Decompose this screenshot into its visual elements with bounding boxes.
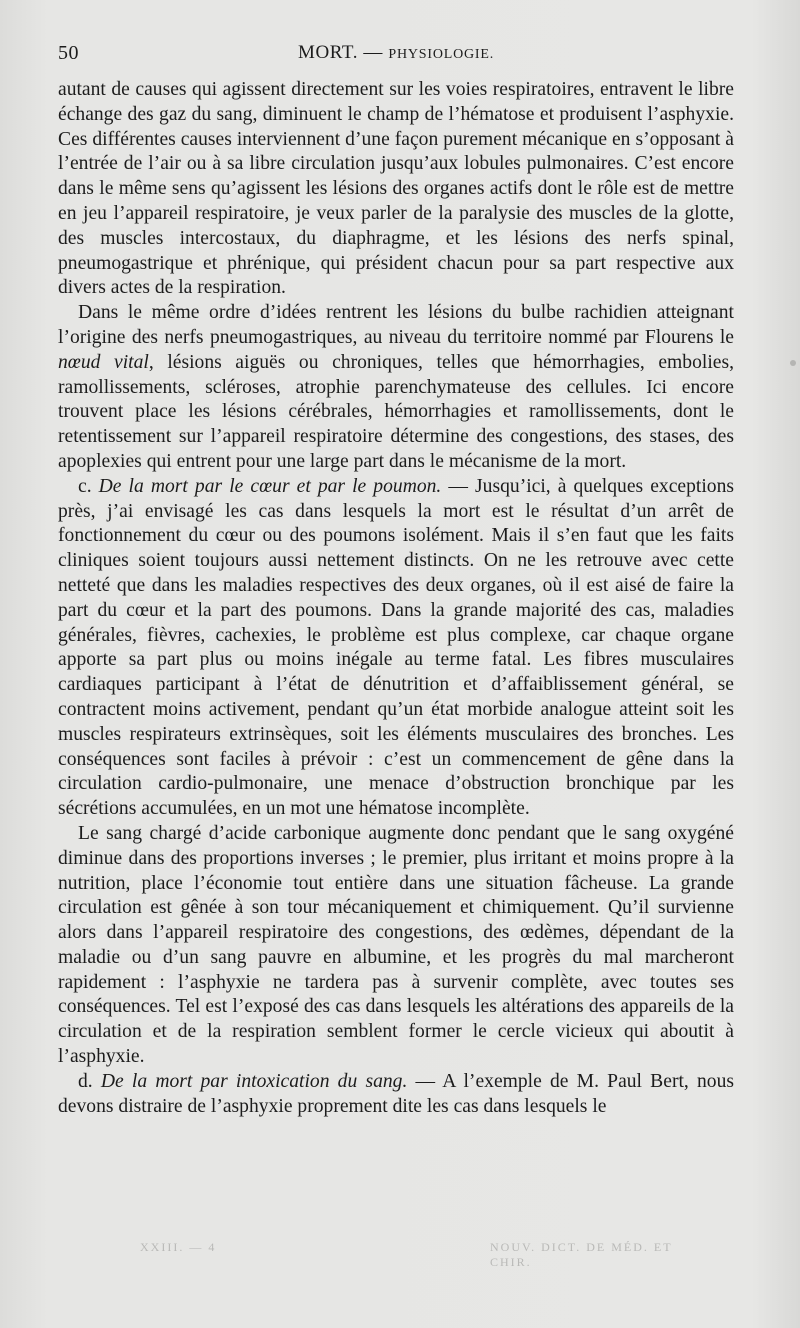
text-run: c.: [78, 475, 99, 497]
page-number: 50: [58, 42, 79, 64]
body-text: [58, 78, 734, 1119]
page-footer: [110, 1240, 710, 1269]
paragraph-p3: [58, 475, 734, 822]
page-header: [58, 42, 734, 70]
running-title: [58, 42, 734, 64]
margin-speck: [790, 360, 796, 366]
text-run: d.: [78, 1070, 101, 1092]
text-run: , lésions aiguës ou chroniques, telles que hémorrhagies, embolies, ramollissements, scléroses, atrophie parenchymateuse des cellules. Ici encore trouvent place les lésions cérébrales, hémorrhagies et ramollissements, dont le retentissement sur l’appareil respiratoire détermine des congestions, des stases, des apoplexies qui entrent pour une large part dans le mécanisme de la mort.: [58, 351, 734, 472]
text-run: — A l’exemple de M. Paul Bert, nous devons distraire de l’asphyxie proprement dite les cas dans lesquels le: [58, 1070, 735, 1117]
paragraph-p4: [58, 822, 734, 1070]
publication-title: NOUV. DICT. DE MÉD. ET CHIR.: [490, 1240, 673, 1269]
paragraph-p1: [58, 78, 734, 301]
italic-text: De la mort par intoxication du sang.: [100, 1070, 408, 1092]
text-run: autant de causes qui agissent directement sur les voies respiratoires, entravent le libre échange des gaz du sang, diminuent le champ de l’hématose et produisent l’asphyxie. Ces différentes causes interviennent d’une façon purement mécanique en s’opposant à l’entrée de l’air ou à sa libre circulation jusqu’aux lobules pulmonaires. C’est encore dans le même sens qu’agissent les lésions des organes actifs dont le rôle est de mettre en jeu l’appareil respiratoire, je veux parler de la paralysie des muscles de la glotte, des muscles intercostaux, du diaphragme, et les lésions des nerfs spinal, pneumogastrique et phrénique, qui président chacun pour sa part respective aux divers actes de la respiration.: [58, 79, 734, 299]
signature-mark: XXIII. — 4: [140, 1240, 217, 1254]
text-run: Le sang chargé d’acide carbonique augmente donc pendant que le sang oxygéné diminue dans des proportions inverses ; le premier, plus irritant et moins propre à la nutrition, place l’économie tout entière dans une situation fâcheuse. La grande circulation est gênée à son tour mécaniquement et chimiquement. Qu’il survienne alors dans l’appareil respiratoire des congestions, des œdèmes, dépendant de la maladie ou d’un sang pauvre en albumine, et les progrès du mal marcheront rapidement : l’asphyxie ne tardera pas à survenir complète, avec toutes ses conséquences. Tel est l’exposé des cas dans lesquels les altérations des appareils de la circulation et de la respiration semblent former le cercle vicieux qui aboutit à l’asphyxie.: [58, 822, 734, 1068]
paragraph-p2: [58, 301, 734, 475]
running-title-separator: —: [358, 42, 389, 63]
running-title-main: MORT.: [297, 42, 359, 63]
text-run: Dans le même ordre d’idées rentrent les lésions du bulbe rachidien atteignant l’origine des nerfs pneumogastriques, au niveau du territoire nommé par Flourens le: [58, 302, 734, 348]
italic-text: De la mort par le cœur et par le poumon.: [98, 475, 442, 497]
running-title-subtitle: PHYSIOLOGIE.: [388, 47, 495, 62]
paragraph-p5: [58, 1070, 734, 1120]
italic-text: nœud vital: [58, 351, 149, 373]
text-run: — Jusqu’ici, à quelques exceptions près, j’ai envisagé les cas dans lesquels la mort est le résultat d’un arrêt de fonctionnement du cœur ou des poumons isolément. Mais il s’en faut que les faits cliniques soient toujours aussi nettement distincts. On ne les retrouve avec cette netteté que dans les maladies respectives des deux organes, où il est aisé de faire la part du cœur et la part des poumons. Dans la grande majorité des cas, maladies générales, fièvres, cachexies, le problème est plus complexe, car chaque organe apporte sa part plus ou moins inégale au terme fatal. Les fibres musculaires cardiaques participant à l’état de dénutrition et d’affaiblissement général, se contractent moins activement, pendant qu’un état morbide analogue atteint soit les muscles respirateurs extrinsèques, soit les éléments musculaires des bronches. Les conséquences sont faciles à prévoir : c’est un commencement de gêne dans la circulation cardio-pulmonaire, une menace d’obstruction bronchique par les sécrétions accumulées, en un mot une hématose incomplète.: [58, 475, 734, 820]
